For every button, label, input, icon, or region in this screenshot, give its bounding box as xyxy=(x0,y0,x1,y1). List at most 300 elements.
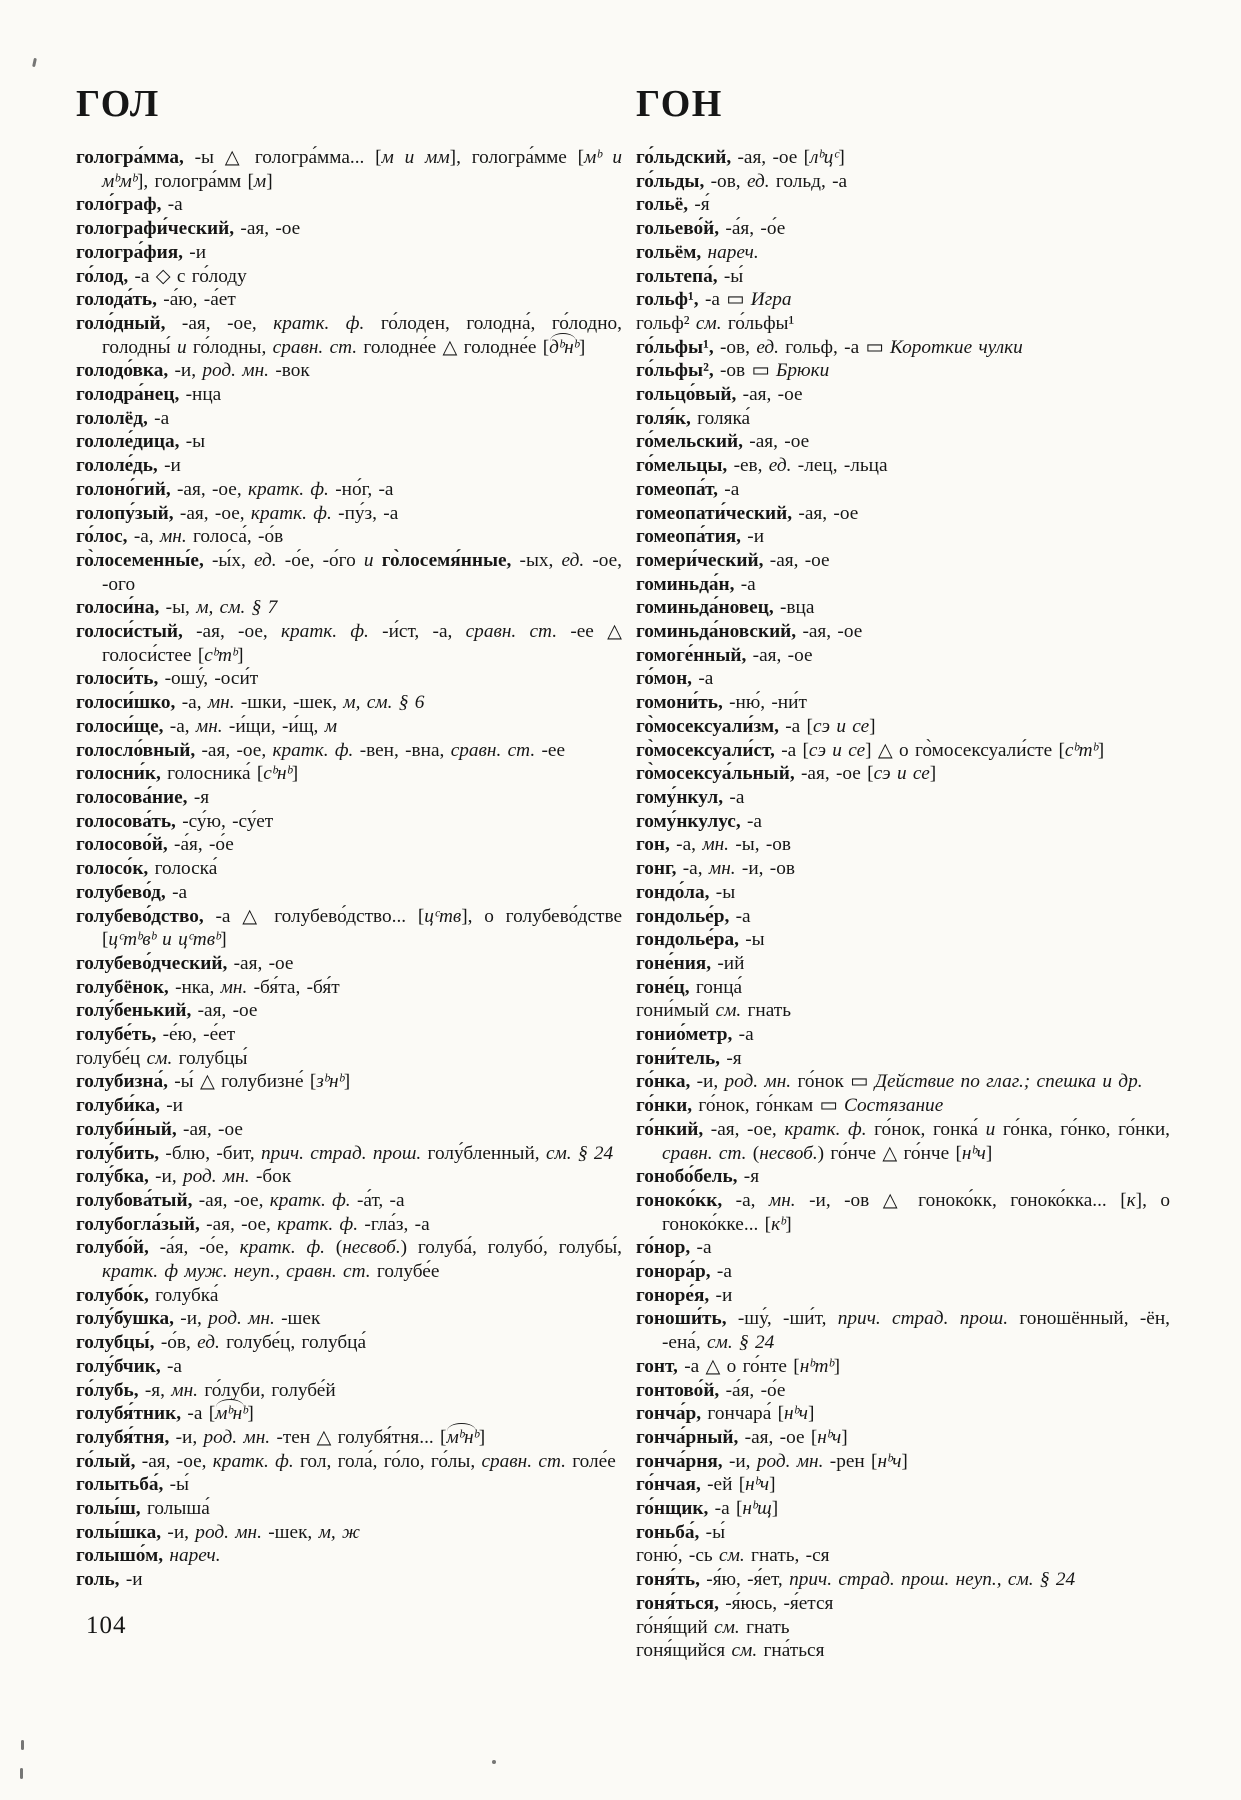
entry-text: -а xyxy=(717,478,740,500)
entry-text: гнать xyxy=(739,1616,790,1638)
grammar-label: мᵇнᵇ xyxy=(215,1403,248,1425)
entry-text: -а, xyxy=(676,858,709,880)
dictionary-entry xyxy=(636,525,1170,549)
entry-text: -а [ xyxy=(181,1403,216,1425)
headword: гольтепа́, xyxy=(636,265,718,287)
grammar-label: м, ж xyxy=(318,1521,360,1543)
grammar-label: кратк. ф. xyxy=(273,312,365,334)
entry-text: -ы, xyxy=(159,597,197,619)
dictionary-entry xyxy=(636,1260,1170,1284)
entry-text: голубе́ц xyxy=(76,1047,147,1069)
dictionary-entry xyxy=(636,1568,1170,1592)
entry-text: -я́юсь, -я́ется xyxy=(718,1592,834,1614)
grammar-label: кратк. ф муж. неуп., сравн. ст. xyxy=(102,1261,371,1283)
entry-text: гони́мый xyxy=(636,1000,716,1022)
headword: голоси́стый, xyxy=(76,621,183,643)
dictionary-entry xyxy=(636,1165,1170,1189)
dictionary-entry xyxy=(636,1473,1170,1497)
headword: го̀мосексуали́ст, xyxy=(636,739,775,761)
entry-text: -ое, -ого xyxy=(102,549,622,595)
dictionary-entry xyxy=(76,1331,622,1355)
grammar-label: цᶜтᵇвᵇ и цᶜтвᵇ xyxy=(108,929,221,951)
grammar-label: мн. xyxy=(768,1189,796,1211)
entry-text: -су́ю, -су́ет xyxy=(175,810,274,832)
grammar-label: род. мн. xyxy=(208,1308,275,1330)
entry-text: -а xyxy=(740,810,762,832)
dictionary-entry xyxy=(76,1379,622,1403)
headword: голы́шка, xyxy=(76,1521,162,1543)
grammar-label: кратк. ф. xyxy=(277,1213,359,1235)
entry-text: -и xyxy=(182,241,207,263)
grammar-label: и xyxy=(176,336,187,358)
dictionary-entry xyxy=(636,193,1170,217)
entry-text: -ая, -ое, xyxy=(703,1118,785,1140)
grammar-label: род. мн. xyxy=(756,1450,824,1472)
headword: гоне́ц, xyxy=(636,976,690,998)
grammar-label: м xyxy=(324,715,338,737)
dictionary-entry xyxy=(76,549,622,596)
grammar-label: Игра xyxy=(750,289,792,311)
grammar-label: нᵇч xyxy=(961,1142,986,1164)
entry-text: -ая, -ое xyxy=(746,644,813,666)
entry-text: -о́в, xyxy=(154,1332,198,1354)
headword: гонора́р, xyxy=(636,1261,711,1283)
entry-text: го́нок ▭ xyxy=(791,1071,875,1093)
grammar-label: сэ и се xyxy=(873,763,930,785)
grammar-label: нᵇтᵇ xyxy=(799,1355,834,1377)
entry-text: гольф² xyxy=(636,312,696,334)
grammar-label: лᵇцᶜ xyxy=(810,147,839,168)
headword: гомеопа́т, xyxy=(636,478,718,500)
dictionary-entry xyxy=(636,1639,1170,1663)
dictionary-entry xyxy=(76,976,622,1000)
dictionary-entry xyxy=(76,407,622,431)
entry-text: -нца xyxy=(179,384,222,406)
entry-text: -ов ▭ xyxy=(713,360,777,382)
grammar-label: мн. xyxy=(159,526,187,548)
grammar-label: сравн. ст. xyxy=(465,621,558,643)
dictionary-entry xyxy=(636,383,1170,407)
entry-text: ( xyxy=(746,1142,760,1164)
entry-text: голе́е xyxy=(565,1450,616,1472)
grammar-label: Действие по глаг.; спешка и др. xyxy=(874,1071,1143,1093)
entry-text: -а xyxy=(723,786,745,808)
entry-text: -а xyxy=(160,1355,182,1377)
headword: гони́тель, xyxy=(636,1047,720,1069)
dictionary-entry xyxy=(76,1189,622,1213)
entry-text: го́нка, го́нко, го́нки, xyxy=(995,1118,1170,1140)
dictionary-entry xyxy=(76,833,622,857)
headword: го́льдский, xyxy=(636,147,732,168)
grammar-label: м, см. § 6 xyxy=(343,692,425,714)
grammar-label: кратк. ф. xyxy=(269,1189,351,1211)
headword: голопу́зый, xyxy=(76,502,174,524)
entry-text: го́льфы¹ xyxy=(721,312,795,334)
entry-text: -а xyxy=(161,194,183,216)
entry-text: -ы́ xyxy=(699,1521,726,1543)
headword: гольём, xyxy=(636,241,702,263)
headword: го́льфы², xyxy=(636,360,714,382)
entry-text: -ая, -ое, xyxy=(170,478,248,500)
entry-text: -но́г, -а xyxy=(328,478,394,500)
dictionary-entry xyxy=(76,383,622,407)
grammar-label: прич. страд. прош. неуп., см. § 24 xyxy=(789,1569,1076,1591)
dictionary-entry xyxy=(636,1070,1170,1094)
headword: голосни́к, xyxy=(76,763,161,785)
entry-text: -ая, -ое xyxy=(191,1000,258,1022)
dictionary-entry xyxy=(636,1355,1170,1379)
entry-text: -а, xyxy=(127,526,160,548)
grammar-label: см. xyxy=(714,1616,740,1638)
entry-text: ] xyxy=(841,1426,848,1448)
entry-text: гольд, -а xyxy=(769,170,848,192)
headword: гон, xyxy=(636,834,670,856)
entry-text: -тен △ голубя́тня... [ xyxy=(270,1426,447,1448)
headword: голу́бчик, xyxy=(76,1355,161,1377)
grammar-label: мᵇ и мᵇмᵇ xyxy=(102,147,622,192)
entry-text: -а [ xyxy=(708,1498,743,1520)
entry-text: -шу́, -ши́т, xyxy=(726,1308,838,1330)
headword: гому́нкулус, xyxy=(636,810,741,832)
dictionary-entry xyxy=(636,644,1170,668)
dictionary-entry xyxy=(76,1165,622,1189)
entry-text: -а xyxy=(710,1261,732,1283)
grammar-label: см. § 24 xyxy=(707,1332,775,1354)
headword: голосово́й, xyxy=(76,834,168,856)
entry-text: гонца́ xyxy=(689,976,743,998)
headword: гологра́фия, xyxy=(76,241,183,263)
grammar-label: мн. xyxy=(171,1379,198,1401)
grammar-label: дᵇнᵇ xyxy=(549,336,579,358)
headword: гомери́ческий, xyxy=(636,549,764,571)
entry-text: -а △ голубево́дство... [ xyxy=(203,905,425,927)
dictionary-entry xyxy=(636,596,1170,620)
entry-text: ] xyxy=(833,1355,841,1377)
grammar-label: мᵇнᵇ xyxy=(446,1426,479,1448)
dictionary-entry xyxy=(636,146,1170,170)
dictionary-entry xyxy=(76,478,622,502)
headword: голубёнок, xyxy=(76,976,169,998)
entry-text: -о́е, -о́го xyxy=(276,549,364,571)
columns-wrapper xyxy=(76,84,1241,1663)
headword: гондолье́р, xyxy=(636,905,730,927)
left-entries xyxy=(76,146,622,1592)
grammar-label: нᵇч xyxy=(784,1403,808,1425)
headword: гонча́рный, xyxy=(636,1426,739,1448)
headword: го̀мосексуали́зм, xyxy=(636,715,779,737)
entry-text: голосника́ [ xyxy=(160,763,264,785)
entry-text: ], гологра́мм [ xyxy=(137,170,254,192)
dictionary-entry xyxy=(636,241,1170,265)
dictionary-entry xyxy=(76,1047,622,1071)
grammar-label: ед. xyxy=(746,170,770,192)
entry-text: -я xyxy=(187,786,210,808)
dictionary-entry xyxy=(76,715,622,739)
entry-text: -и, xyxy=(161,1521,196,1543)
entry-text: -ая, -ое xyxy=(763,549,830,571)
dictionary-entry xyxy=(636,620,1170,644)
entry-text: ] xyxy=(1097,739,1105,761)
headword: голо́граф, xyxy=(76,194,162,216)
entry-text: -ая, -ое xyxy=(796,621,863,643)
entry-text: -ая, -ое, xyxy=(192,1189,270,1211)
dictionary-entry xyxy=(636,312,1170,336)
grammar-label: род. мн. xyxy=(202,360,269,382)
entry-text: -и, xyxy=(722,1450,757,1472)
dictionary-entry xyxy=(76,1544,622,1568)
grammar-label: сᵇтᵇ xyxy=(1064,739,1098,761)
entry-text: -шек, xyxy=(261,1521,319,1543)
entry-text: ] xyxy=(869,715,876,737)
entry-text: -а xyxy=(729,905,751,927)
dictionary-entry xyxy=(76,1236,622,1283)
grammar-label: сэ и се xyxy=(808,739,866,761)
entry-text: -е́ю, -е́ет xyxy=(156,1024,236,1046)
entry-text: -шки, -шек, xyxy=(234,692,344,714)
headword: голя́к, xyxy=(636,407,691,429)
entry-text: -а xyxy=(690,1237,712,1259)
headword: голу́бить, xyxy=(76,1142,160,1164)
dictionary-entry xyxy=(636,881,1170,905)
dictionary-entry xyxy=(636,288,1170,312)
entry-text: -ая, -ое, xyxy=(195,739,273,761)
grammar-label: нᵇч xyxy=(745,1474,770,1496)
dictionary-entry xyxy=(76,667,622,691)
headword: голу́бушка, xyxy=(76,1308,174,1330)
dictionary-entry xyxy=(636,336,1170,360)
headword: гололе́дица, xyxy=(76,431,180,453)
headword: голу́бка, xyxy=(76,1166,149,1188)
headword: гонча́р, xyxy=(636,1403,702,1425)
entry-text: ] △ о го̀мосексуали́сте [ xyxy=(865,739,1065,761)
right-column xyxy=(636,84,1170,1663)
dictionary-entry xyxy=(76,312,622,359)
entry-text: -и, -ов xyxy=(735,858,795,880)
entry-text: -ая, -ое, xyxy=(165,312,274,334)
grammar-label: мн. xyxy=(702,834,730,856)
headword: го́нщик, xyxy=(636,1498,709,1520)
entry-text: -и, xyxy=(148,1166,183,1188)
grammar-label: кᵇ xyxy=(771,1213,786,1235)
dictionary-entry xyxy=(636,1450,1170,1474)
dictionary-entry xyxy=(636,952,1170,976)
headword: голо́дный, xyxy=(76,312,166,334)
dictionary-entry xyxy=(76,1355,622,1379)
grammar-label: прич. страд. прош. xyxy=(837,1308,1009,1330)
grammar-label: ед. xyxy=(768,455,792,477)
grammar-label: мн. xyxy=(195,715,223,737)
entry-text: -а́я, -о́е, xyxy=(148,1237,240,1259)
headword: гомеопа́тия, xyxy=(636,526,741,548)
dictionary-entry xyxy=(636,905,1170,929)
headword: гонтово́й, xyxy=(636,1379,720,1401)
headword: гоне́ния, xyxy=(636,952,712,974)
headword: гомони́ть, xyxy=(636,692,723,714)
entry-text: -ая, -ое [ xyxy=(794,763,874,785)
grammar-label: кратк. ф. xyxy=(239,1237,325,1259)
dictionary-entry xyxy=(636,407,1170,431)
grammar-label: мн. xyxy=(207,692,235,714)
entry-text: -и xyxy=(157,455,181,477)
headword: голышо́м, xyxy=(76,1545,164,1567)
headword: го́нки, xyxy=(636,1095,693,1117)
entry-text: -ая, -ое [ xyxy=(731,147,811,168)
entry-text: -и xyxy=(119,1569,143,1591)
dictionary-entry xyxy=(76,952,622,976)
dictionary-entry xyxy=(636,1094,1170,1118)
grammar-label: сᵇнᵇ xyxy=(263,763,292,785)
dictionary-entry xyxy=(636,1189,1170,1236)
headword: голубо́к, xyxy=(76,1284,149,1306)
grammar-label: м и мм xyxy=(381,147,450,168)
dictionary-entry xyxy=(636,928,1170,952)
dictionary-entry xyxy=(76,1142,622,1166)
headword: гоноко́кк, xyxy=(636,1189,723,1211)
entry-text: -а́я, -о́е xyxy=(719,218,786,240)
entry-text: -я́ю, -я́ет, xyxy=(699,1569,790,1591)
entry-text: голубе́е xyxy=(370,1261,440,1283)
entry-text: -а ▭ xyxy=(698,289,751,311)
dictionary-entry xyxy=(76,881,622,905)
entry-text: -блю, -бит, xyxy=(159,1142,262,1164)
entry-text: -а́т, -а xyxy=(350,1189,405,1211)
grammar-label: нареч. xyxy=(707,241,759,263)
dictionary-entry xyxy=(636,478,1170,502)
entry-text: -и, xyxy=(173,1308,209,1330)
entry-text: -лец, -льца xyxy=(791,455,888,477)
headword: го̀лосеменны́е, xyxy=(76,549,204,571)
entry-text: -а, xyxy=(722,1189,769,1211)
dictionary-entry xyxy=(636,1118,1170,1165)
dictionary-entry xyxy=(76,1402,622,1426)
headword: голубизна́, xyxy=(76,1071,168,1093)
headword: го̀мосексуа́льный, xyxy=(636,763,795,785)
entry-text: -а́ю, -а́ет xyxy=(156,289,236,311)
entry-text: ] xyxy=(807,1403,815,1425)
headword: голубова́тый, xyxy=(76,1189,193,1211)
headword: голодра́нец, xyxy=(76,384,180,406)
dictionary-entry xyxy=(76,217,622,241)
entry-text: голыша́ xyxy=(140,1498,210,1520)
entry-text: -а́я, -о́е xyxy=(719,1379,786,1401)
dictionary-entry xyxy=(76,359,622,383)
entry-text: -ы xyxy=(709,881,736,903)
headword: голытьба́, xyxy=(76,1474,164,1496)
grammar-label: нареч. xyxy=(169,1545,221,1567)
dictionary-entry xyxy=(636,691,1170,715)
headword: голоси́на, xyxy=(76,597,160,619)
headword: гольцо́вый, xyxy=(636,384,737,406)
entry-text: -вца xyxy=(773,597,815,619)
dictionary-entry xyxy=(76,241,622,265)
headword: голубцы́, xyxy=(76,1332,155,1354)
entry-text: -ев, xyxy=(727,455,769,477)
entry-text: -и xyxy=(740,526,765,548)
dictionary-entry xyxy=(76,430,622,454)
headword: гоня́ть, xyxy=(636,1569,700,1591)
headword: го́мельцы, xyxy=(636,455,728,477)
entry-text: ] xyxy=(771,1498,779,1520)
dictionary-entry xyxy=(636,430,1170,454)
entry-text: ] xyxy=(220,929,227,951)
entry-text: -ошу́, -оси́т xyxy=(158,668,259,690)
dictionary-entry xyxy=(636,265,1170,289)
grammar-label: сᵇтᵇ xyxy=(204,644,238,666)
headword: голы́ш, xyxy=(76,1498,141,1520)
entry-text: -вок xyxy=(269,360,310,382)
grammar-label: и xyxy=(985,1118,996,1140)
entry-text: -а, xyxy=(669,834,703,856)
entry-text: ] xyxy=(478,1426,486,1448)
dictionary-entry xyxy=(76,1521,622,1545)
grammar-label: нᵇч xyxy=(817,1426,842,1448)
grammar-label: ед. xyxy=(253,549,277,571)
entry-text: ] xyxy=(985,1142,993,1164)
entry-text: гоню́, -сь xyxy=(636,1545,720,1567)
grammar-label: м xyxy=(253,170,267,192)
entry-text: -а xyxy=(147,407,170,429)
dictionary-entry xyxy=(636,1402,1170,1426)
dictionary-entry xyxy=(636,1379,1170,1403)
dictionary-entry xyxy=(636,1592,1170,1616)
headword: гоминьда́новский, xyxy=(636,621,797,643)
entry-text: -а xyxy=(692,668,714,690)
dictionary-entry xyxy=(76,810,622,834)
entry-text: ] xyxy=(838,147,845,168)
page-number: 104 xyxy=(86,1611,127,1639)
headword: гонт, xyxy=(636,1355,678,1377)
dictionary-entry xyxy=(636,549,1170,573)
entry-text: -ая, -ое, xyxy=(173,502,251,524)
dictionary-entry xyxy=(636,715,1170,739)
entry-text: -а [ xyxy=(778,715,813,737)
entry-text: ], о гоноко́кке... [ xyxy=(662,1189,1170,1235)
entry-text: гнать, -ся xyxy=(744,1545,830,1567)
headword: гоноре́я, xyxy=(636,1284,710,1306)
dictionary-entry xyxy=(76,691,622,715)
headword: гоминьда́новец, xyxy=(636,597,774,619)
entry-text: -и́ст, -а, xyxy=(368,621,466,643)
entry-text: -ий xyxy=(711,952,745,974)
entry-text: гоня́щийся xyxy=(636,1640,732,1662)
entry-text: голубцы́ xyxy=(172,1047,248,1069)
grammar-label: Состязание xyxy=(844,1095,944,1117)
grammar-label: сэ и се xyxy=(812,715,870,737)
dictionary-entry xyxy=(636,999,1170,1023)
scan-artifact xyxy=(20,1768,23,1779)
grammar-label: Короткие чулки xyxy=(890,336,1023,358)
dictionary-entry xyxy=(636,1426,1170,1450)
grammar-label: кратк. ф. xyxy=(212,1450,294,1472)
headword: голубево́дство, xyxy=(76,905,204,927)
dictionary-entry xyxy=(76,620,622,667)
dictionary-entry xyxy=(636,573,1170,597)
dictionary-entry xyxy=(76,786,622,810)
entry-text: -а xyxy=(165,881,188,903)
grammar-label: сравн. ст. xyxy=(481,1450,566,1472)
headword: голосо́к, xyxy=(76,858,149,880)
headword: голоси́ть, xyxy=(76,668,159,690)
dictionary-entry xyxy=(76,1450,622,1474)
dictionary-entry xyxy=(636,1047,1170,1071)
headword: гоминьда́н, xyxy=(636,573,735,595)
headword: голодо́вка, xyxy=(76,360,169,382)
headword: голубогла́зый, xyxy=(76,1213,200,1235)
dictionary-entry xyxy=(76,905,622,952)
grammar-label: прич. страд. прош. xyxy=(261,1142,422,1164)
entry-text: голубе́ц, голубца́ xyxy=(219,1332,367,1354)
entry-text: -а́я, -о́е xyxy=(167,834,234,856)
